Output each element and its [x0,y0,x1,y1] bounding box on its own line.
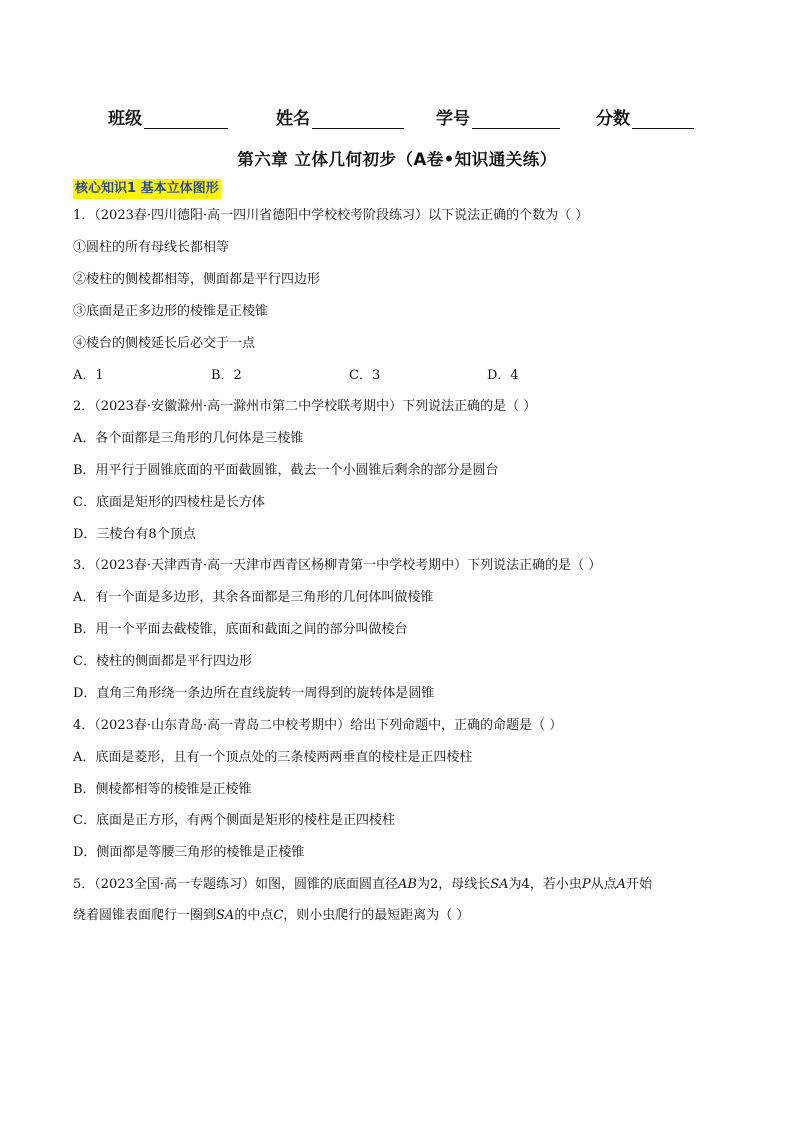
q5-text: 为4，若小虫 [508,877,582,892]
section-heading: 核心知识1 基本立体图形 [73,179,221,199]
q4-option-c: C．底面是正方形，有两个侧面是矩形的棱柱是正四棱柱 [73,813,395,828]
class-label: 班级 [108,109,142,129]
page-title: 第六章 立体几何初步（A卷•知识通关练） [237,150,557,169]
q5-stem-line-1 [73,876,652,894]
class-blank[interactable] [144,110,228,129]
q1-statement-2: ②棱柱的侧棱都相等，侧面都是平行四边形 [73,272,321,287]
student-id-label: 学号 [436,109,470,129]
q1-option-d: D．4 [487,368,519,383]
score-blank[interactable] [632,110,694,129]
q4-option-d: D．侧面都是等腰三角形的棱锥是正棱锥 [73,845,305,860]
score-label: 分数 [596,109,630,129]
q5-text: ，则小虫爬行的最短距离为（ ） [283,908,470,923]
var-sa: SA [490,877,509,892]
q2-option-a: A．各个面都是三角形的几何体是三棱锥 [73,431,304,446]
q2-stem: 2．（2023春·安徽滁州·高一滁州市第二中学校联考期中）下列说法正确的是（ ） [73,399,537,414]
q5-text: 的中点 [234,908,274,923]
student-info-header [108,104,708,130]
name-field [276,104,404,129]
student-id-blank[interactable] [472,110,560,129]
student-id-field [436,104,560,129]
var-a: A [616,877,626,892]
q4-option-a: A．底面是菱形，且有一个顶点处的三条棱两两垂直的棱柱是正四棱柱 [73,750,473,765]
name-label: 姓名 [276,109,310,129]
q5-stem-line-2 [73,907,469,925]
q3-option-d: D．直角三角形绕一条边所在直线旋转一周得到的旋转体是圆锥 [73,686,435,701]
class-field [108,104,228,129]
q5-text: 5．（2023全国·高一专题练习）如图，圆锥的底面圆直径 [73,877,398,892]
q4-option-b: B．侧棱都相等的棱锥是正棱锥 [73,782,252,797]
q1-option-a: A．1 [73,368,104,383]
q4-stem: 4．（2023春·山东青岛·高一青岛二中校考期中）给出下列命题中，正确的命题是（ ） [73,718,563,733]
var-p: P [581,877,591,892]
q1-option-b: B．2 [211,368,242,383]
q3-stem: 3．（2023春·天津西青·高一天津市西青区杨柳青第一中学校考期中）下列说法正确的是（ ） [73,558,602,573]
q2-option-d: D．三棱台有8个顶点 [73,527,196,542]
q1-stem: 1．（2023春·四川德阳·高一四川省德阳中学校校考阶段练习）以下说法正确的个数为（ ） [73,208,589,223]
q3-option-a: A．有一个面是多边形，其余各面都是三角形的几何体叫做棱锥 [73,590,434,605]
q5-text: 绕着圆锥表面爬行一圈到 [73,908,217,923]
var-sa: SA [216,908,235,923]
var-c: C [273,908,284,923]
q1-statement-4: ④棱台的侧棱延长后必交于一点 [73,336,256,351]
var-ab: AB [398,877,417,892]
q5-text: 为2，母线长 [416,877,491,892]
q1-statement-1: ①圆柱的所有母线长都相等 [73,240,230,255]
q5-text: 从点 [590,877,617,892]
q3-option-b: B．用一个平面去截棱锥，底面和截面之间的部分叫做棱台 [73,622,408,637]
q5-text: 开始 [625,877,652,892]
name-blank[interactable] [312,110,404,129]
score-field [596,104,694,129]
q3-option-c: C．棱柱的侧面都是平行四边形 [73,654,252,669]
q2-option-c: C．底面是矩形的四棱柱是长方体 [73,495,265,510]
q2-option-b: B．用平行于圆锥底面的平面截圆锥，截去一个小圆锥后剩余的部分是圆台 [73,463,499,478]
q1-statement-3: ③底面是正多边形的棱锥是正棱锥 [73,304,269,319]
q1-option-c: C．3 [349,368,381,383]
